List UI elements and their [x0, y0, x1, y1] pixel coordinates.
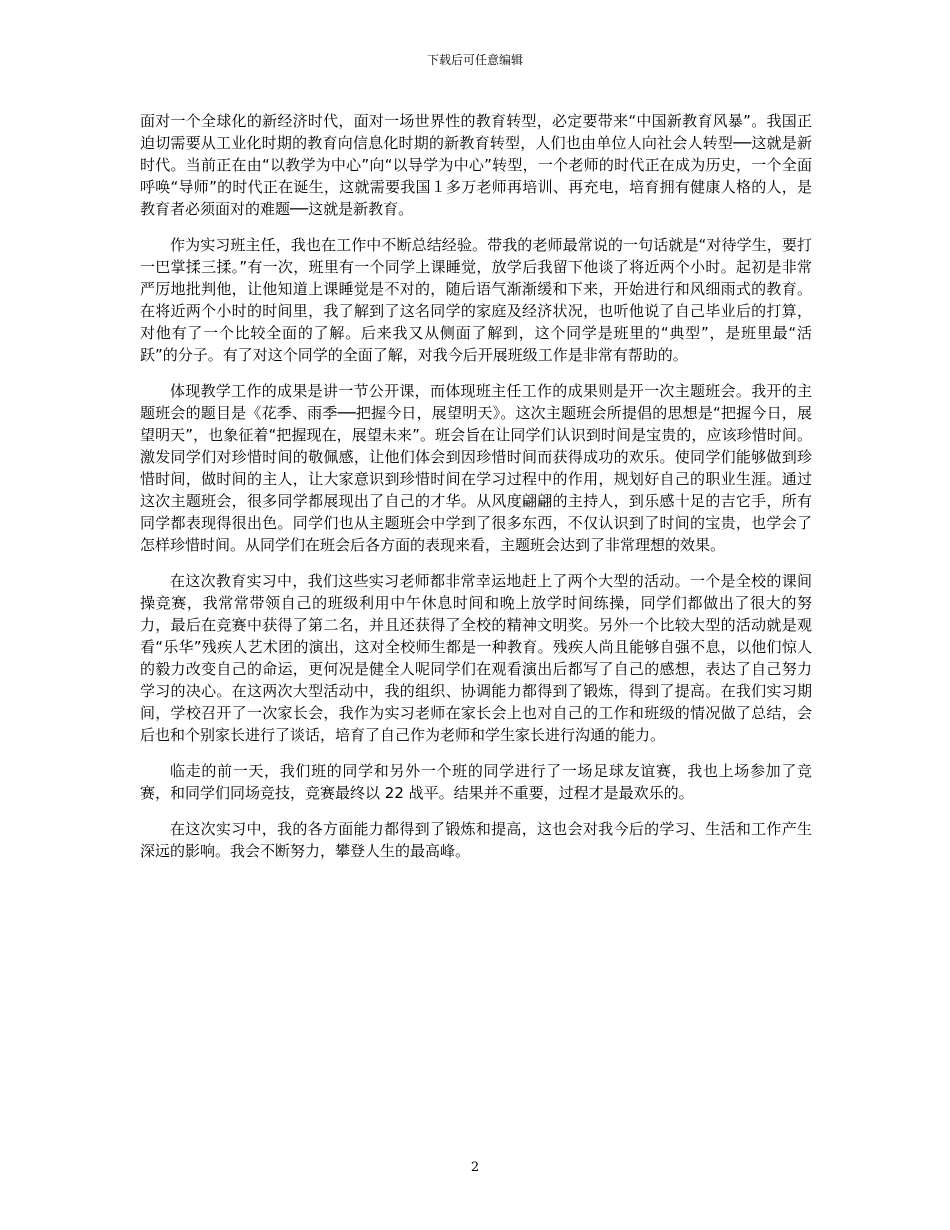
paragraph-1: 面对一个全球化的新经济时代，面对一场世界性的教育转型，必定要带来“中国新教育风暴”。我国正迫切需要从工业化时期的教育向信息化时期的新教育转型，人们也由单位人向社会人转型──这就是新时代。当前正在由“以教学为中心”向“以导学为中心”转型，一个老师的时代正在成为历史，一个全面呼唤“导师”的时代正在诞生，这就需要我国１多万老师再培训、再充电，培育拥有健康人格的人，是教育者必须面对的难题──这就是新教育。	[140, 112, 812, 218]
page-header: 下载后可任意编辑	[426, 53, 523, 67]
page-number: 2	[470, 1160, 480, 1175]
paragraph-3: 体现教学工作的成果是讲一节公开课，而体现班主任工作的成果则是开一次主题班会。我开的主题班会的题目是《花季、雨季──把握今日，展望明天》。这次主题班会所提倡的思想是“把握今日，展望明天”，也象征着“把握现在，展望未来”。班会旨在让同学们认识到时间是宝贵的，应该珍惜时间。激发同学们对珍惜时间的敬佩感，让他们体会到因珍惜时间而获得成功的欢乐。使同学们能够做到珍惜时间，做时间的主人，让大家意识到珍惜时间在学习过程中的作用，规划好自己的职业生涯。通过这次主题班会，很多同学都展现出了自己的才华。从风度翩翩的主持人，到乐感十足的吉它手，所有同学都表现得很出色。同学们也从主题班会中学到了很多东西，不仅认识到了时间的宝贵，也学会了怎样珍惜时间。从同学们在班会后各方面的表现来看，主题班会达到了非常理想的效果。	[140, 382, 812, 554]
paragraph-2: 作为实习班主任，我也在工作中不断总结经验。带我的老师最常说的一句话就是“对待学生，要打一巴掌揉三揉。”有一次，班里有一个同学上课睡觉，放学后我留下他谈了将近两个小时。起初是非常严厉地批判他，让他知道上课睡觉是不对的，随后语气渐渐缓和下来，开始进行和风细雨式的教育。在将近两个小时的时间里，我了解到了这名同学的家庭及经济状况，也听他说了自己毕业后的打算，对他有了一个比较全面的了解。后来我又从侧面了解到，这个同学是班里的“典型”，是班里最“活跃”的分子。有了对这个同学的全面了解，对我今后开展班级工作是非常有帮助的。	[140, 236, 812, 364]
paragraph-6: 在这次实习中，我的各方面能力都得到了锻炼和提高，这也会对我今后的学习、生活和工作产生深远的影响。我会不断努力，攀登人生的最高峰。	[140, 820, 812, 860]
document-body	[140, 110, 812, 876]
paragraph-4: 在这次教育实习中，我们这些实习老师都非常幸运地赶上了两个大型的活动。一个是全校的课间操竞赛，我常常带领自己的班级利用中午休息时间和晚上放学时间练操，同学们都做出了很大的努力，最后在竞赛中获得了第二名，并且还获得了全校的精神文明奖。另外一个比较大型的活动就是观看“乐华”残疾人艺术团的演出，这对全校师生都是一种教育。残疾人尚且能够自强不息，以他们惊人的毅力改变自己的命运，更何况是健全人呢同学们在观看演出后都写了自己的感想，表达了自己努力学习的决心。在这两次大型活动中，我的组织、协调能力都得到了锻炼，得到了提高。在我们实习期间，学校召开了一次家长会，我作为实习老师在家长会上也对自己的工作和班级的情况做了总结，会后也和个别家长进行了谈话，培育了自己作为老师和学生家长进行沟通的能力。	[140, 572, 812, 744]
paragraph-5: 临走的前一天，我们班的同学和另外一个班的同学进行了一场足球友谊赛，我也上场参加了竞赛，和同学们同场竞技，竞赛最终以 22 战平。结果并不重要，过程才是最欢乐的。	[140, 762, 812, 802]
